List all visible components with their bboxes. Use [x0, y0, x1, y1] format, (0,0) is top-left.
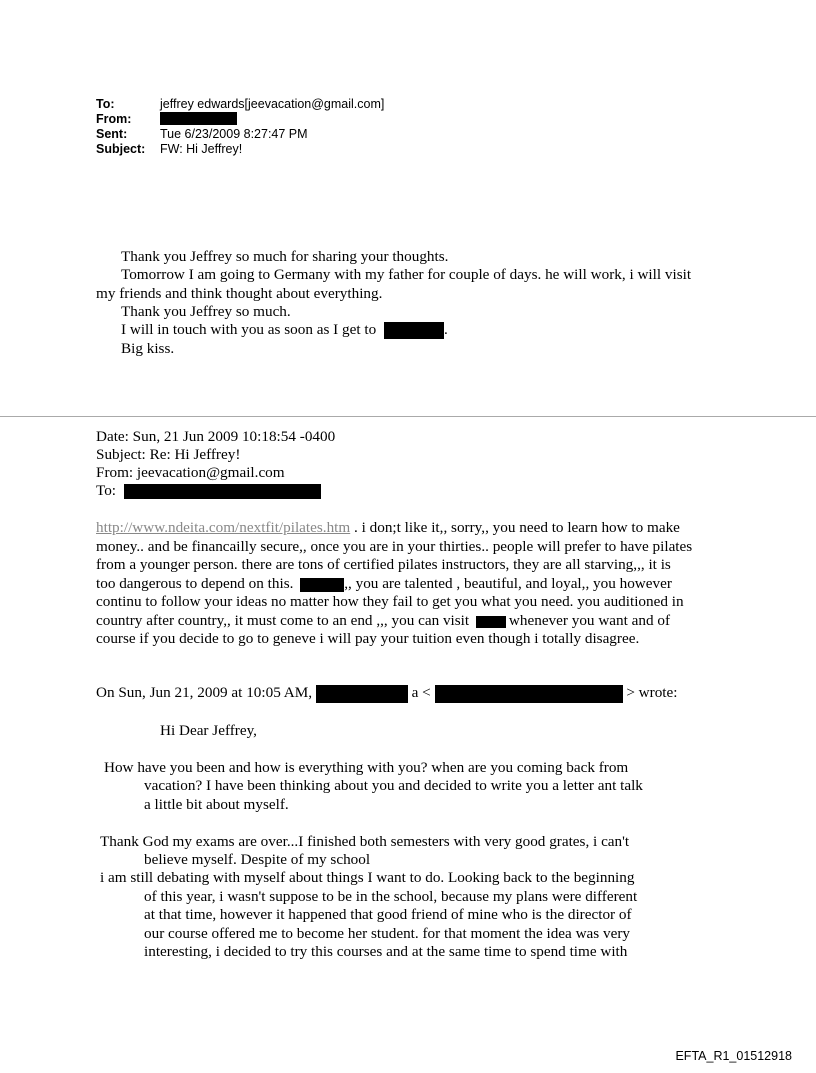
- quote-greeting: Hi Dear Jeffrey,: [160, 722, 257, 739]
- redaction-bar: [435, 685, 623, 703]
- fwd-body-text: . i don;t like it,, sorry,, you need to learn how to make: [350, 519, 680, 536]
- fwd-to-label: To:: [96, 482, 117, 499]
- quote-line: believe myself. Despite of my school: [144, 851, 371, 868]
- fwd-body-line: [96, 575, 672, 593]
- to-value: jeffrey edwards[jeevacation@gmail.com]: [160, 97, 385, 111]
- to-row: [96, 97, 384, 112]
- sent-row: [96, 127, 384, 142]
- quote-line: at that time, however it happened that good friend of mine who is the director of: [144, 906, 632, 923]
- quote-line: interesting, i decided to try this courses and at the same time to spend time with: [144, 943, 628, 960]
- to-label: To:: [96, 97, 115, 111]
- quote-attribution: [96, 684, 677, 703]
- redaction-bar: [384, 322, 444, 339]
- fwd-body-text: country after country,, it must come to an end ,,, you can visit: [96, 612, 470, 629]
- sent-value: Tue 6/23/2009 8:27:47 PM: [160, 127, 308, 141]
- quote-attribution-text: a <: [411, 684, 431, 701]
- from-row: [96, 112, 384, 127]
- bates-number: EFTA_R1_01512918: [675, 1049, 792, 1063]
- quote-attribution-text: > wrote:: [626, 684, 678, 701]
- fwd-body-line: [96, 519, 680, 537]
- fwd-to: [96, 482, 321, 500]
- quote-line: a little bit about myself.: [144, 796, 289, 813]
- fwd-body-line: continu to follow your ideas no matter how they fail to get you what you need. you auditioned in: [96, 593, 684, 610]
- email-header: [96, 97, 384, 157]
- reply-line: Thank you Jeffrey so much.: [121, 303, 291, 320]
- quote-line: How have you been and how is everything with you? when are you coming back from: [104, 759, 629, 776]
- quote-line: vacation? I have been thinking about you and decided to write you a letter ant talk: [144, 777, 643, 794]
- fwd-from: From: jeevacation@gmail.com: [96, 464, 285, 481]
- fwd-body-line: course if you decide to go to geneve i will pay your tuition even though i totally disagree.: [96, 630, 640, 647]
- redaction-bar: [124, 484, 321, 499]
- reply-line: Tomorrow I am going to Germany with my father for couple of days. he will work, i will visit: [121, 266, 692, 283]
- reply-line: Thank you Jeffrey so much for sharing your thoughts.: [121, 248, 449, 265]
- quote-line: of this year, i wasn't suppose to be in the school, because my plans were different: [144, 888, 638, 905]
- reply-line-text: .: [444, 321, 448, 338]
- reply-line: Big kiss.: [121, 340, 175, 357]
- redaction-bar: [160, 112, 237, 125]
- quote-line: Thank God my exams are over...I finished both semesters with very good grates, i can't: [100, 833, 630, 850]
- subject-label: Subject:: [96, 142, 146, 156]
- subject-value: FW: Hi Jeffrey!: [160, 142, 243, 156]
- quote-line: our course offered me to become her student. for that moment the idea was very: [144, 925, 630, 942]
- pilates-link[interactable]: http://www.ndeita.com/nextfit/pilates.htm: [96, 519, 351, 536]
- fwd-body-line: money.. and be financailly secure,, once you are in your thirties.. people will prefer to have pilates: [96, 538, 693, 555]
- fwd-body-text: too dangerous to depend on this.: [96, 575, 294, 592]
- subject-row: [96, 142, 384, 157]
- sent-label: Sent:: [96, 127, 128, 141]
- redaction-bar: [316, 685, 408, 703]
- from-label: From:: [96, 112, 132, 126]
- quote-attribution-text: On Sun, Jun 21, 2009 at 10:05 AM,: [96, 684, 313, 701]
- fwd-body-text: ,, you are talented , beautiful, and loyal,, you however: [344, 575, 672, 592]
- reply-line: my friends and think thought about everything.: [96, 285, 383, 302]
- fwd-body-line: from a younger person. there are tons of certified pilates instructors, they are all starving,,, it is: [96, 556, 671, 573]
- quote-line: i am still debating with myself about things I want to do. Looking back to the beginning: [100, 869, 635, 886]
- fwd-date: Date: Sun, 21 Jun 2009 10:18:54 -0400: [96, 428, 336, 445]
- reply-line-text: I will in touch with you as soon as I get to: [121, 321, 377, 338]
- redaction-bar: [476, 616, 506, 628]
- fwd-body-text: whenever you want and of: [508, 612, 671, 629]
- reply-line: [121, 321, 448, 339]
- fwd-subject: Subject: Re: Hi Jeffrey!: [96, 446, 241, 463]
- divider: [0, 416, 816, 417]
- redaction-bar: [300, 578, 344, 592]
- fwd-body-line: [96, 612, 670, 630]
